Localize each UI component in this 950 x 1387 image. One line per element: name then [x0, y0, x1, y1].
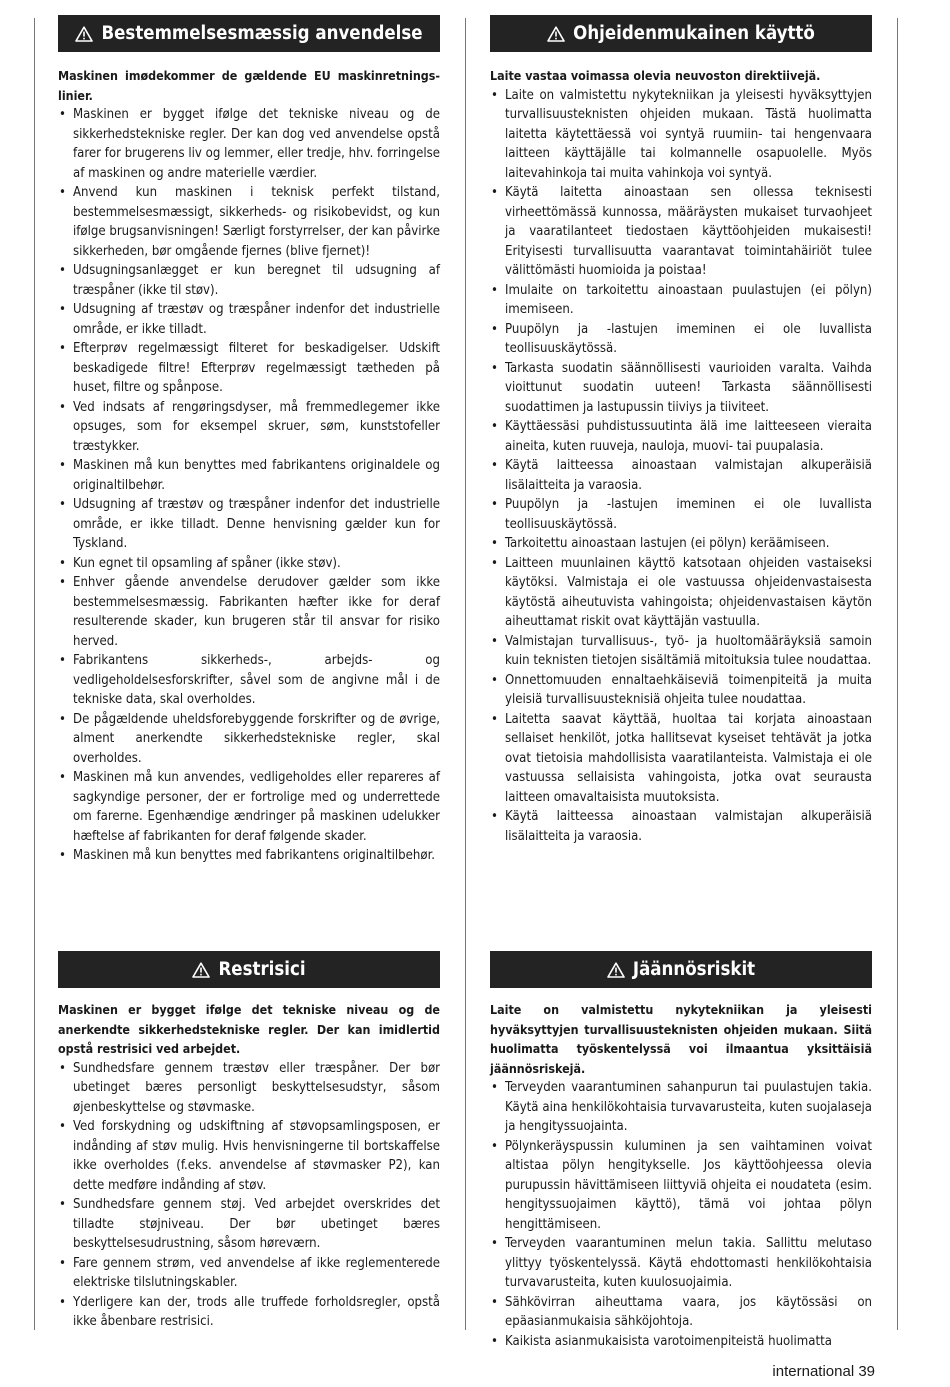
bullet-list — [490, 86, 872, 847]
list-item: • Sundhedsfare gennem træstøv eller træspåner. Der bør ubetinget bæres personligt beskyttelsesudstyr, såsom øjenbeskyttelse og støvmaske. — [58, 1059, 440, 1118]
list-item: • Pölynkeräyspussin kuluminen ja sen vaihtaminen voivat altistaa pölyn hengitykselle. Jos käyttöohjeessa olevia purupussin hävittämiseen liittyviä ohjeita ei noudateta (esim. hengityssuojaimen käyttö), tämä voi johtaa pölyn hengittämiseen. — [490, 1137, 872, 1235]
list-item: • Laite on valmistettu nykytekniikan ja yleisesti hyväksyttyjen turvallisuusteknisten ohjeiden mukaan. Tästä huolimatta laitetta käytettäessä voi syntyä ruumiin- tai hengenvaara laitteen käyttäjälle tai kolmannelle osapuolelle. Myös laitevahinkoja tai muita vahinkoja voi syntyä. — [490, 86, 872, 184]
list-item: • Sundhedsfare gennem støj. Ved arbejdet overskrides det tilladte støjniveau. Der bør ubetinget bæres beskyttelsesudrustning, såsom høreværn. — [58, 1195, 440, 1254]
danish-risks-section — [58, 951, 440, 1332]
list-item: • Kaikista asianmukaisista varotoimenpiteistä huolimatta — [490, 1332, 872, 1352]
list-item: • Maskinen må kun benyttes med fabrikantens originaltilbehør. — [58, 846, 440, 866]
warning-icon — [607, 962, 625, 978]
list-item: • De pågældende uheldsforebyggende forskrifter og de øvrige, alment anerkendte sikkerhedstekniske regler, skal overholdes. — [58, 710, 440, 769]
list-item: • Onnettomuuden ennaltaehkäiseviä toimenpiteitä ja muita yleisiä turvallisuusteknisiä ohjeita tulee noudattaa. — [490, 671, 872, 710]
bullet-list — [58, 105, 440, 866]
list-item: • Käytä laitteessa ainoastaan valmistajan alkuperäisiä lisälaitteita ja varaosia. — [490, 807, 872, 846]
page-footer: international 39 — [772, 1363, 875, 1380]
list-item: • Laitteen muunlainen käyttö katsotaan ohjeiden vastaiseksi käytöksi. Valmistaja ei ole vastuussa ohjeidenvastaisesta käytöstä aiheutuvista vahingoista; ohjeidenvastaisen käytön aiheuttamat riskit ovat käyttäjän vastuulla. — [490, 554, 872, 632]
list-item: • Udsugning af træstøv og træspåner indenfor det industrielle område, er ikke tilladt. — [58, 300, 440, 339]
list-item: • Anvend kun maskinen i teknisk perfekt tilstand, bestemmelsesmæssigt, sikkerheds- og risikobevidst, og kun ifølge brugsanvisningen! Særligt forstyrrelser, der kan påvirke sikkerheden, bør omgående fjernes (blive fjernet)! — [58, 183, 440, 261]
right-margin-rule — [897, 18, 898, 1330]
section-title: Restrisici — [218, 959, 306, 980]
list-item: • Maskinen må kun benyttes med fabrikantens originaldele og originaltilbehør. — [58, 456, 440, 495]
danish-risks-header — [58, 951, 440, 988]
center-divider-rule — [465, 18, 466, 1330]
finnish-usage-header — [490, 15, 872, 52]
section-title: Jäännösriskit — [632, 959, 756, 980]
finnish-risks-section — [490, 951, 872, 1351]
list-item: • Maskinen er bygget ifølge det tekniske niveau og de sikkerhedstekniske regler. Der kan dog ved anvendelse opstå farer for brugerens liv og lemmer, eller tredje, hhv. forringelse af maskinen og andre materielle værdier. — [58, 105, 440, 183]
list-item: • Sähkövirran aiheuttama vaara, jos käytössäsi on epäasianmukaisia sähköjohtoja. — [490, 1293, 872, 1332]
list-item: • Tarkasta suodatin säännöllisesti vaurioiden varalta. Vaihda vioittunut suodatin uuteen! Tarkasta säännöllisesti suodattimen ja lastupussin tiiviys ja tiiviteet. — [490, 359, 872, 418]
section-title: Ohjeidenmukainen käyttö — [573, 23, 815, 44]
list-item: • Udsugning af træstøv og træspåner indenfor det industrielle område, er ikke tilladt. Denne henvisning gælder kun for Tyskland. — [58, 495, 440, 554]
list-item: • Udsugningsanlægget er kun beregnet til udsugning af træspåner (ikke til støv). — [58, 261, 440, 300]
danish-usage-header — [58, 15, 440, 52]
bullet-list — [490, 1078, 872, 1351]
section-intro: Maskinen imødekommer de gældende EU maskinretnings-linier. — [58, 68, 440, 103]
danish-usage-section — [58, 15, 440, 866]
left-margin-rule — [34, 18, 35, 1330]
section-title: Bestemmelsesmæssig anvendelse — [101, 23, 423, 44]
list-item: • Valmistajan turvallisuus-, työ- ja huoltomääräyksiä samoin kuin teknisten tietojen sisältämiä mitoituksia tulee noudattaa. — [490, 632, 872, 671]
warning-icon — [547, 26, 565, 42]
list-item: • Tarkoitettu ainoastaan lastujen (ei pölyn) keräämiseen. — [490, 534, 872, 554]
list-item: • Käytä laitteessa ainoastaan valmistajan alkuperäisiä lisälaitteita ja varaosia. — [490, 456, 872, 495]
section-intro: Laite on valmistettu nykytekniikan ja yleisesti hyväksyttyjen turvallisuusteknisten ohjeiden mukaan. Siitä huolimatta työskentelyssä voi ilmaantua yksittäisiä jäännösriskejä. — [490, 1002, 872, 1076]
list-item: • Fabrikantens sikkerheds-, arbejds- og vedligeholdelsesforskrifter, såvel som de angivne mål i de tekniske data, skal overholdes. — [58, 651, 440, 710]
list-item: • Imulaite on tarkoitettu ainoastaan puulastujen (ei pölyn) imemiseen. — [490, 281, 872, 320]
list-item: • Terveyden vaarantuminen melun takia. Sallittu melutaso ylittyy työskentelyssä. Käytä ehdottomasti henkilökohtaisia turvavarusteita, kuten kuulosuojaimia. — [490, 1234, 872, 1293]
list-item: • Ved indsats af rengøringsdyser, må fremmedlegemer ikke opsuges, som for eksempel skruer, søm, kunststofeller træstykker. — [58, 398, 440, 457]
list-item: • Käytä laitetta ainoastaan sen ollessa teknisesti virheettömässä kunnossa, määräysten mukaiset turvaohjeet ja vaaratilanteet tiedostaen käyttöohjeiden mukaisesti! Erityisesti turvallisuutta vaarantavat toimintahäiriöt tulee välittömästi huomioida ja poistaa! — [490, 183, 872, 281]
list-item: • Fare gennem strøm, ved anvendelse af ikke reglementerede elektriske tilslutningskabler. — [58, 1254, 440, 1293]
bullet-list — [58, 1059, 440, 1332]
section-intro: Laite vastaa voimassa olevia neuvoston direktiivejä. — [490, 68, 821, 83]
list-item: • Kun egnet til opsamling af spåner (ikke støv). — [58, 554, 440, 574]
list-item: • Puupölyn ja -lastujen imeminen ei ole luvallista teollisuuskäytössä. — [490, 495, 872, 534]
list-item: • Käyttäessäsi puhdistussuutinta älä ime laitteeseen vieraita aineita, kuten ruuveja, nauloja, muovi- tai puupalasia. — [490, 417, 872, 456]
finnish-risks-header — [490, 951, 872, 988]
list-item: • Yderligere kan der, trods alle truffede forholdsregler, opstå ikke åbenbare restrisici. — [58, 1293, 440, 1332]
list-item: • Terveyden vaarantuminen sahanpurun tai puulastujen takia. Käytä aina henkilökohtaisia turvavarusteita, kuten suojalaseja ja hengityssuojainta. — [490, 1078, 872, 1137]
list-item: • Enhver gående anvendelse derudover gælder som ikke bestemmelsesmæssig. Fabrikanten hæfter ikke for deraf resulterende skader, kun brugeren står til ansvar for risiko herved. — [58, 573, 440, 651]
warning-icon — [75, 26, 93, 42]
list-item: • Laitetta saavat käyttää, huoltaa tai korjata ainoastaan sellaiset henkilöt, jotka hallitsevat kyseiset tehtävät ja jotka ovat tietoisia mahdollisista vaaratilanteista. Valmistaja ei ole vastuussa sellaisista vahingoista, jotka ovat seurausta laitteen omavaltaisista muutoksista. — [490, 710, 872, 808]
list-item: • Ved forskydning og udskiftning af støvopsamlingsposen, er indånding af støv mulig. Hvis henvisningerne til bortskaffelse ikke overholdes (f.eks. anvendelse af støvmasker P2), kan dette medføre indånding af støv. — [58, 1117, 440, 1195]
warning-icon — [192, 962, 210, 978]
list-item: • Puupölyn ja -lastujen imeminen ei ole luvallista teollisuuskäytössä. — [490, 320, 872, 359]
list-item: • Efterprøv regelmæssigt filteret for beskadigelser. Udskift beskadigede filtre! Efterprøv regelmæssigt tætheden på huset, filtre og spånpose. — [58, 339, 440, 398]
list-item: • Maskinen må kun anvendes, vedligeholdes eller repareres af sagkyndige personer, der er fortrolige med og underrettede om farerne. Egenhændige ændringer på maskinen udelukker hæftelse af fabrikanten for deraf følgende skader. — [58, 768, 440, 846]
section-intro: Maskinen er bygget ifølge det tekniske niveau og de anerkendte sikkerhedstekniske regler. Der kan imidlertid opstå restrisici ved arbejdet. — [58, 1002, 440, 1056]
finnish-usage-section — [490, 15, 872, 846]
